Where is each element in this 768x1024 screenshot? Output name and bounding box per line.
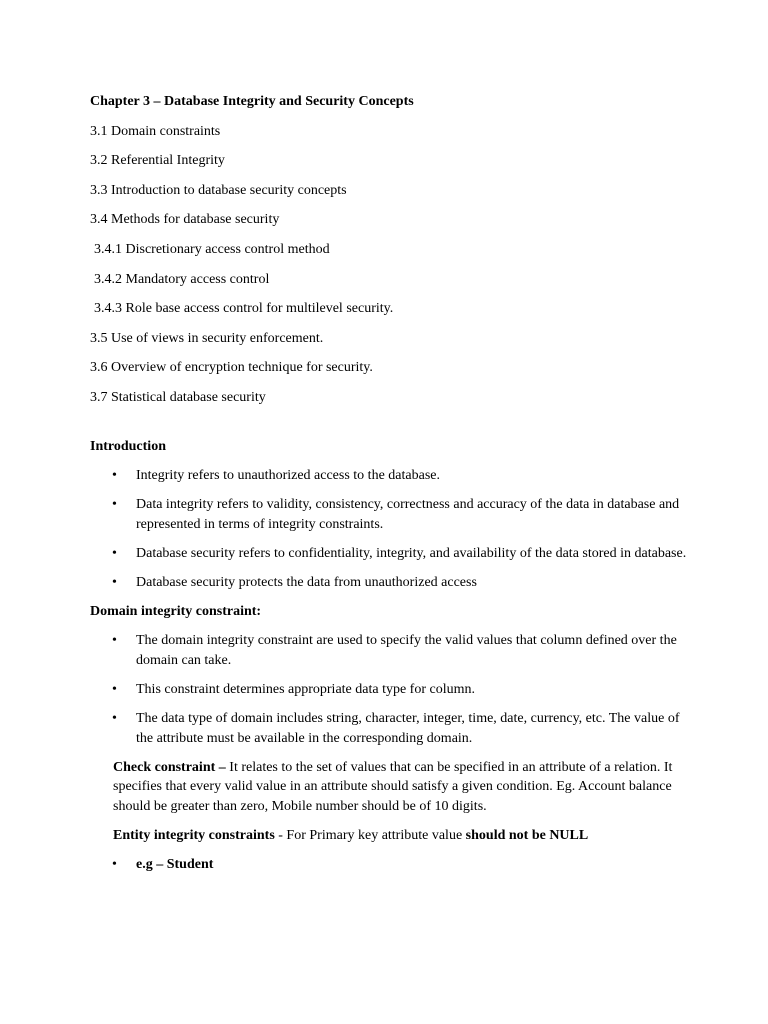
toc-item: 3.5 Use of views in security enforcement.	[90, 330, 324, 346]
toc-item: 3.6 Overview of encryption technique for security.	[90, 360, 373, 376]
list-item: • Data integrity refers to validity, consistency, correctness and accuracy of the data in database and represented in terms of integrity constraints.	[112, 497, 680, 532]
toc-item: 3.3 Introduction to database security concepts	[90, 182, 347, 198]
entity-integrity-text: - For Primary key attribute value	[274, 827, 466, 843]
entity-integrity-label: Entity integrity constraints	[113, 827, 275, 843]
bullet-icon: •	[112, 633, 117, 649]
toc-item: 3.1 Domain constraints	[90, 123, 221, 139]
toc-subitem: 3.4.3 Role base access control for multilevel security.	[94, 301, 394, 317]
list-item: • This constraint determines appropriate data type for column.	[90, 680, 690, 700]
entity-integrity-emphasis: should not be NULL	[465, 827, 589, 843]
bullet-icon: •	[112, 545, 117, 561]
list-item: • Integrity refers to unauthorized access to the database.	[90, 466, 690, 486]
document-page	[90, 92, 690, 884]
bullet-icon: •	[112, 681, 117, 697]
toc-subitem: 3.4.1 Discretionary access control method	[94, 241, 330, 257]
domain-list	[90, 631, 690, 748]
example-list	[90, 855, 690, 875]
toc-item: 3.7 Statistical database security	[90, 389, 266, 405]
bullet-icon: •	[112, 467, 117, 483]
table-of-contents	[90, 122, 690, 408]
introduction-heading: Introduction	[90, 438, 166, 454]
check-constraint-paragraph	[90, 758, 690, 817]
introduction-list	[90, 466, 690, 593]
bullet-icon: •	[112, 497, 117, 513]
check-constraint-label: Check constraint –	[113, 759, 226, 775]
toc-subitem: 3.4.2 Mandatory access control	[94, 271, 270, 287]
domain-heading: Domain integrity constraint:	[90, 604, 262, 620]
chapter-title: Chapter 3 – Database Integrity and Security Concepts	[90, 94, 414, 109]
list-item: • Database security protects the data from unauthorized access	[90, 573, 690, 593]
check-constraint-text: It relates to the set of values that can be specified in an attribute of a relation. It specifies that every valid value in an attribute should satisfy a given condition. Eg. Account balance should be greater than zero, Mobile number should be of 10 digits.	[113, 759, 673, 814]
bullet-icon: •	[112, 575, 117, 590]
bullet-icon: •	[112, 711, 117, 727]
toc-item: 3.2 Referential Integrity	[90, 153, 225, 169]
bullet-icon: •	[112, 857, 117, 873]
list-item: • Database security refers to confidentiality, integrity, and availability of the data stored in database.	[90, 544, 690, 564]
example-text: e.g – Student	[136, 857, 214, 873]
entity-integrity-paragraph	[90, 826, 690, 846]
list-item: • The domain integrity constraint are used to specify the valid values that column defined over the domain can take.	[112, 633, 677, 668]
toc-item: 3.4 Methods for database security	[90, 212, 280, 228]
list-item	[90, 855, 690, 875]
list-item: • The data type of domain includes string, character, integer, time, date, currency, etc. The value of the attribute must be available in the corresponding domain.	[112, 711, 680, 746]
